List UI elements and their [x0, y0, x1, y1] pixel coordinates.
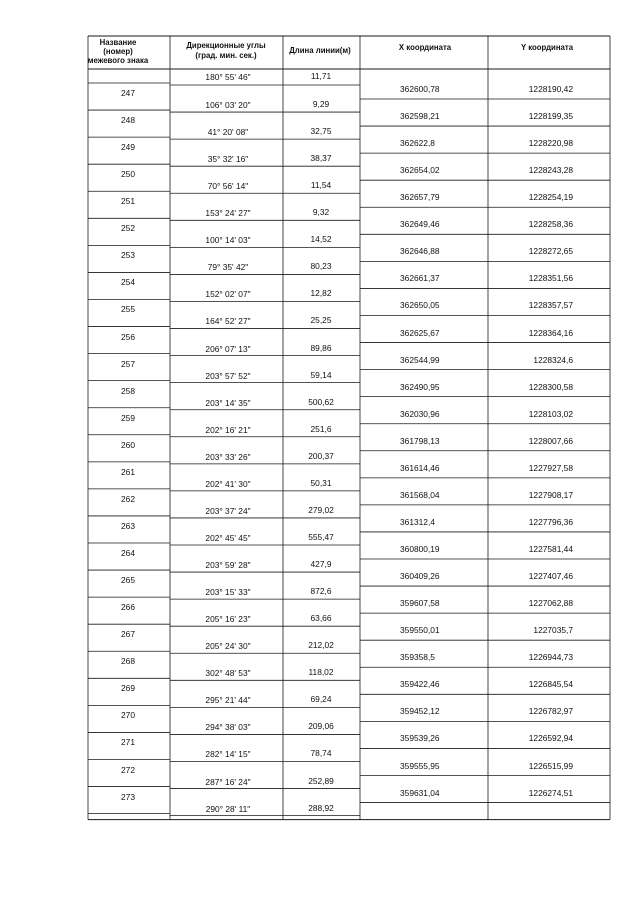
line-length-cell: 38,37 [310, 152, 332, 163]
direction-angle-cell: 282° 14' 15" [205, 749, 251, 760]
line-length-cell: 59,14 [310, 369, 332, 380]
y-coordinate-cell: 1228254,19 [528, 192, 573, 203]
direction-angle-cell: 164° 52' 27" [205, 316, 251, 327]
y-coordinate-cell: 1228220,98 [528, 137, 573, 148]
x-coordinate-cell: 361568,04 [400, 489, 440, 500]
y-coordinate-cell: 1228243,28 [528, 164, 573, 175]
x-coordinate-cell: 361614,46 [400, 462, 440, 473]
direction-angle-cell: 203° 59' 28" [205, 559, 251, 570]
line-length-cell: 200,37 [308, 450, 334, 461]
y-coordinate-cell: 1226782,97 [528, 706, 573, 717]
line-length-cell: 78,74 [310, 748, 332, 759]
point-number-cell: 273 [121, 791, 135, 802]
header-x-coordinate: X координата [398, 42, 452, 52]
point-number-cell: 251 [121, 196, 135, 207]
y-coordinate-cell: 1227581,44 [528, 543, 573, 554]
point-number-cell: 260 [121, 439, 135, 450]
direction-angle-cell: 79° 35' 42" [207, 262, 249, 273]
line-length-cell: 9,32 [312, 207, 330, 218]
y-coordinate-cell: 1227407,46 [528, 570, 573, 581]
point-number-cell: 254 [121, 277, 135, 288]
line-length-cell: 279,02 [308, 504, 334, 515]
direction-angle-cell: 294° 38' 03" [205, 722, 251, 733]
point-number-cell: 259 [121, 412, 135, 423]
y-coordinate-cell: 1227796,36 [528, 516, 573, 527]
line-length-cell: 9,29 [312, 98, 330, 109]
y-coordinate-cell: 1226944,73 [528, 652, 573, 663]
y-coordinate-cell: 1228351,56 [528, 273, 573, 284]
y-coordinate-cell: 1228190,42 [528, 83, 573, 94]
line-length-cell: 251,6 [310, 423, 332, 434]
y-coordinate-cell: 1228258,36 [528, 219, 573, 230]
first-angle-cell: 180° 55' 46" [205, 71, 251, 82]
first-length-cell: 11,71 [310, 70, 332, 81]
y-coordinate-cell: 1228199,35 [528, 110, 573, 121]
y-coordinate-cell: 1226515,99 [528, 760, 573, 771]
point-number-cell: 272 [121, 764, 135, 775]
header-name-line-1: Название [99, 37, 137, 47]
direction-angle-cell: 106° 03' 20" [205, 99, 251, 110]
point-number-cell: 258 [121, 385, 135, 396]
point-number-cell: 268 [121, 656, 135, 667]
x-coordinate-cell: 359539,26 [400, 733, 440, 744]
y-coordinate-cell: 1228364,16 [528, 327, 573, 338]
x-coordinate-cell: 360409,26 [400, 570, 440, 581]
x-coordinate-cell: 362030,96 [400, 408, 440, 419]
direction-angle-cell: 202° 45' 45" [205, 532, 251, 543]
point-number-cell: 257 [121, 358, 135, 369]
point-number-cell: 271 [121, 737, 135, 748]
line-length-cell: 12,82 [310, 288, 332, 299]
line-length-cell: 118,02 [308, 667, 334, 678]
direction-angle-cell: 295° 21' 44" [205, 695, 251, 706]
point-number-cell: 250 [121, 168, 135, 179]
x-coordinate-cell: 359452,12 [400, 706, 440, 717]
line-length-cell: 25,25 [310, 315, 332, 326]
x-coordinate-cell: 362654,02 [400, 164, 440, 175]
line-length-cell: 555,47 [308, 531, 334, 542]
point-number-cell: 269 [121, 683, 135, 694]
y-coordinate-cell: 1226592,94 [528, 733, 573, 744]
y-coordinate-cell: 1228300,58 [528, 381, 573, 392]
x-coordinate-cell: 362598,21 [400, 110, 440, 121]
y-coordinate-cell: 1227062,88 [528, 597, 573, 608]
direction-angle-cell: 206° 07' 13" [205, 343, 251, 354]
y-coordinate-cell: 1227927,58 [528, 462, 573, 473]
point-number-cell: 255 [121, 304, 135, 315]
direction-angle-cell: 202° 41' 30" [205, 478, 251, 489]
point-number-cell: 263 [121, 520, 135, 531]
line-length-cell: 872,6 [310, 585, 332, 596]
direction-angle-cell: 205° 16' 23" [205, 613, 251, 624]
direction-angle-cell: 152° 02' 07" [205, 289, 251, 300]
line-length-cell: 252,89 [308, 775, 334, 786]
line-length-cell: 212,02 [308, 639, 334, 650]
line-length-cell: 89,86 [310, 342, 332, 353]
x-coordinate-cell: 362646,88 [400, 246, 440, 257]
y-coordinate-cell: 1228007,66 [528, 435, 573, 446]
y-coordinate-cell: 1226274,51 [528, 787, 573, 798]
point-number-cell: 270 [121, 710, 135, 721]
point-number-cell: 253 [121, 250, 135, 261]
header-length: Длина линии(м) [289, 45, 351, 55]
point-number-cell: 252 [121, 223, 135, 234]
direction-angle-cell: 202° 16' 21" [205, 424, 251, 435]
header-name-line-3: межевого знака [87, 55, 149, 65]
line-length-cell: 63,66 [310, 612, 332, 623]
y-coordinate-cell: 1228324,6 [533, 354, 573, 365]
direction-angle-cell: 35° 32' 16" [207, 153, 249, 164]
x-coordinate-cell: 362650,05 [400, 300, 440, 311]
y-coordinate-cell: 1227908,17 [528, 489, 573, 500]
direction-angle-cell: 205° 24' 30" [205, 640, 251, 651]
x-coordinate-cell: 362625,67 [400, 327, 440, 338]
header-angle-line-1: Дирекционные углы [186, 40, 266, 50]
x-coordinate-cell: 362657,79 [400, 192, 440, 203]
point-number-cell: 265 [121, 574, 135, 585]
point-number-cell: 267 [121, 628, 135, 639]
point-number-cell: 249 [121, 141, 135, 152]
header-name-line-2: (номер) [103, 46, 133, 56]
x-coordinate-cell: 359550,01 [400, 624, 440, 635]
x-coordinate-cell: 362661,37 [400, 273, 440, 284]
x-coordinate-cell: 360800,19 [400, 543, 440, 554]
direction-angle-cell: 302° 48' 53" [205, 668, 251, 679]
line-length-cell: 32,75 [310, 125, 332, 136]
header-y-coordinate: Y координата [520, 42, 574, 52]
direction-angle-cell: 203° 15' 33" [205, 586, 251, 597]
line-length-cell: 80,23 [310, 261, 332, 272]
point-number-cell: 261 [121, 466, 135, 477]
line-length-cell: 50,31 [310, 477, 332, 488]
x-coordinate-cell: 359631,04 [400, 787, 440, 798]
y-coordinate-cell: 1226845,54 [528, 679, 573, 690]
point-number-cell: 264 [121, 547, 135, 558]
x-coordinate-cell: 362490,95 [400, 381, 440, 392]
direction-angle-cell: 203° 57' 52" [205, 370, 251, 381]
x-coordinate-cell: 362544,99 [400, 354, 440, 365]
y-coordinate-cell: 1227035,7 [533, 624, 573, 635]
x-coordinate-cell: 359422,46 [400, 679, 440, 690]
direction-angle-cell: 100° 14' 03" [205, 235, 251, 246]
y-coordinate-cell: 1228357,57 [528, 300, 573, 311]
direction-angle-cell: 41° 20' 08" [207, 126, 249, 137]
line-length-cell: 209,06 [308, 721, 334, 732]
x-coordinate-cell: 359358,5 [400, 652, 435, 663]
direction-angle-cell: 203° 37' 24" [205, 505, 251, 516]
x-coordinate-cell: 362649,46 [400, 219, 440, 230]
direction-angle-cell: 70° 56' 14" [207, 180, 249, 191]
point-number-cell: 247 [121, 87, 135, 98]
x-coordinate-cell: 361312,4 [400, 516, 435, 527]
point-number-cell: 266 [121, 601, 135, 612]
header-angle-line-2: (град. мин. сек.) [195, 50, 257, 60]
y-coordinate-cell: 1228272,65 [528, 246, 573, 257]
line-length-cell: 427,9 [310, 558, 332, 569]
line-length-cell: 14,52 [310, 234, 332, 245]
y-coordinate-cell: 1228103,02 [528, 408, 573, 419]
x-coordinate-cell: 362600,78 [400, 83, 440, 94]
point-number-cell: 256 [121, 331, 135, 342]
x-coordinate-cell: 359555,95 [400, 760, 440, 771]
line-length-cell: 500,62 [308, 396, 334, 407]
x-coordinate-cell: 362622,8 [400, 137, 435, 148]
x-coordinate-cell: 361798,13 [400, 435, 440, 446]
direction-angle-cell: 153° 24' 27" [205, 208, 251, 219]
direction-angle-cell: 290° 28' 11" [205, 803, 251, 814]
direction-angle-cell: 203° 33' 26" [205, 451, 251, 462]
line-length-cell: 69,24 [310, 694, 332, 705]
x-coordinate-cell: 359607,58 [400, 597, 440, 608]
point-number-cell: 248 [121, 114, 135, 125]
direction-angle-cell: 203° 14' 35" [205, 397, 251, 408]
line-length-cell: 288,92 [308, 802, 334, 813]
direction-angle-cell: 287° 16' 24" [205, 776, 251, 787]
line-length-cell: 11,54 [310, 179, 332, 190]
point-number-cell: 262 [121, 493, 135, 504]
